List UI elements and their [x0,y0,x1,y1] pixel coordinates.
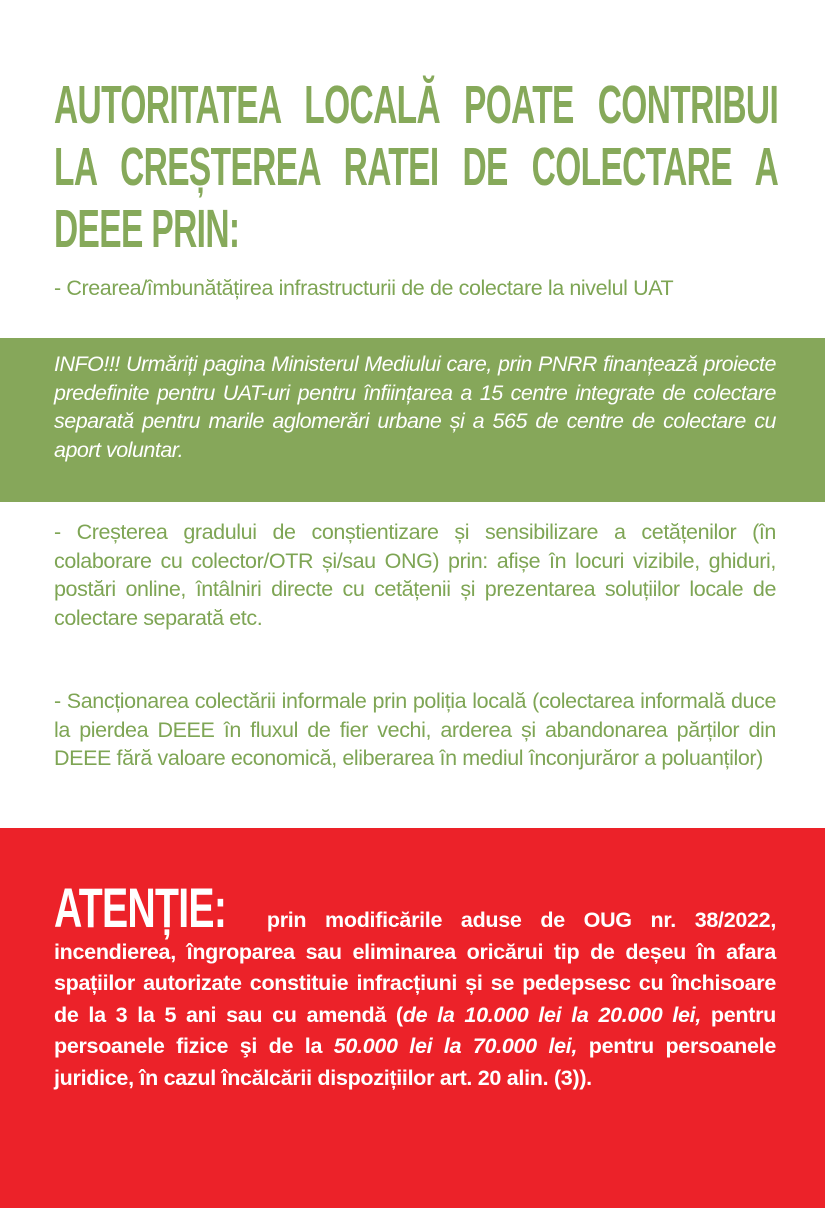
fine-individuals: de la 10.000 lei la 20.000 lei, [402,1002,701,1027]
info-box [0,338,825,502]
alert-heading: ATENȚIE: [54,876,227,939]
alert-body-part1: prin modificările aduse de OUG nr. 38/2022, incendierea, îngroparea sau eliminarea oricărui tip de deșeu în afara spațiilor autorizate constituie infracțiuni și se pedepsesc cu închisoare de la 3 la 5 ani sau cu amendă ( [54,908,776,1027]
alert-box [0,828,825,1208]
alert-body-part2: pentru persoanele fizice şi de la [54,1002,776,1058]
list-item-sanctions: - Sancționarea colectării informale prin poliția locală (colectarea informală duce la pierdea DEEE în fluxul de fier vechi, arderea și abandonarea părților din DEEE fără valoare economică, eliberarea în mediul înconjurăror a poluanților) [54,689,776,770]
list-item-awareness: - Creșterea gradului de conștientizare și sensibilizare a cetățenilor (în colaborare cu colector/OTR și/sau ONG) prin: afișe în locuri vizibile, ghiduri, postări online, întâlniri directe cu cetățenii și prezentarea soluțiilor locale de colectare separată etc. [54,520,776,630]
fine-companies: 50.000 lei la 70.000 lei, [333,1034,578,1058]
alert-body-part3: pentru persoanele juridice, în cazul încălcării dispozițiilor art. 20 alin. (3)). [54,1034,776,1090]
info-text: INFO!!! Urmăriți pagina Ministerul Mediului care, prin PNRR finanțează proiecte predefinite pentru UAT-uri pentru înființarea a 15 centre integrate de colectare separată pentru marile aglomerări urbane și a 565 de centre de colectare cu aport voluntar. [54,352,776,462]
alert-text [54,876,776,1094]
page-title: AUTORITATEA LOCALĂ POATE CONTRIBUI LA CREȘTEREA RATEI DE COLECTARE A DEEE PRIN: [54,75,779,259]
list-item-infrastructure: - Crearea/îmbunătățirea infrastructurii de de colectare la nivelul UAT [54,276,674,300]
